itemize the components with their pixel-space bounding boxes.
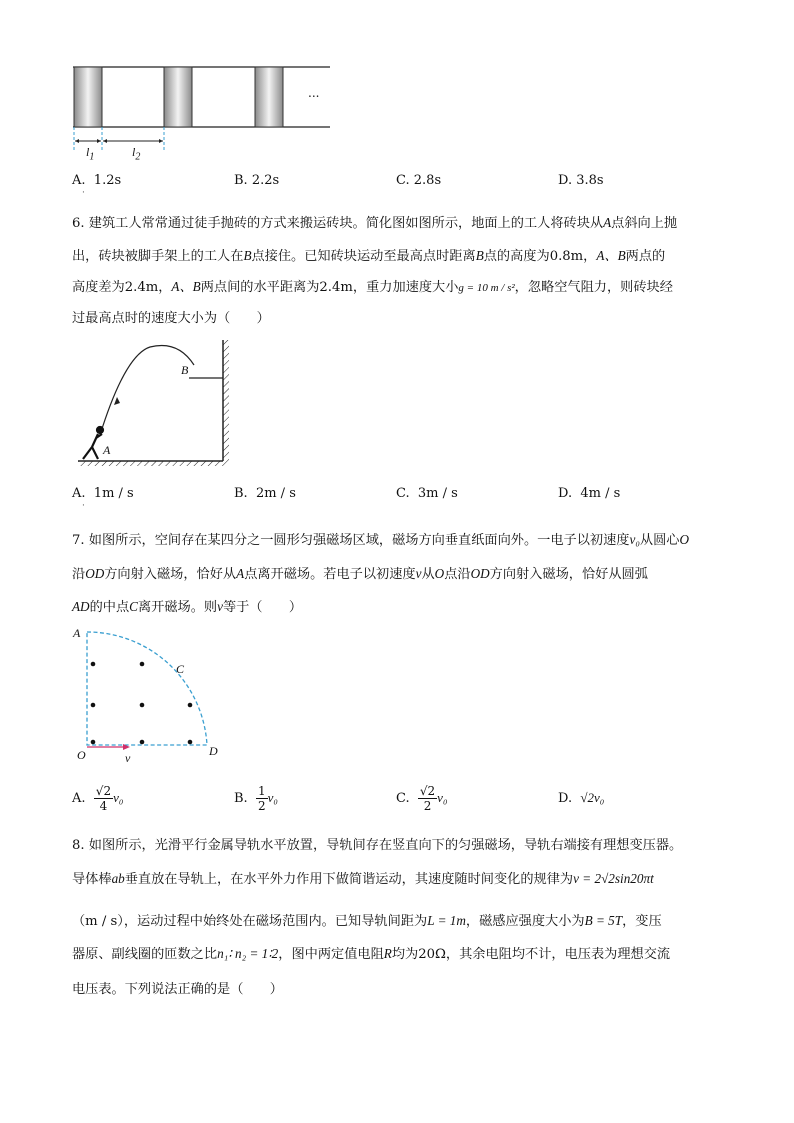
ellipsis-text: ... [308,86,320,100]
q6-line-1: 6. 建筑工人常常通过徒手抛砖的方式来搬运砖块。简化图如图所示，地面上的工人将砖块从A点斜向上抛 [72,215,678,231]
quarter-circle-region [87,632,207,745]
shaded-segment [255,67,283,127]
q6-label-b: B [181,363,189,377]
q6-figure [70,335,240,470]
q6-option-d[interactable]: D. 4m / s [558,486,621,501]
q7-line-3: AD的中点C离开磁场。则v等于（ ） [72,599,303,615]
q6-option-a[interactable]: A. 1m / s [72,486,134,501]
q5-option-d[interactable]: D. 3.8s [558,173,604,188]
q7-line-1: 7. 如图所示，空间存在某四分之一圆形匀强磁场区域，磁场方向垂直纸面向外。一电子以初速度v₀从圆心O [72,532,690,548]
q7-option-a[interactable]: A. $\frac{√2}{4}$ v₀ [72,783,124,813]
l2-label: $l_2$ [132,145,141,163]
marker-dot: · [82,501,85,511]
q7-label-d: D [209,744,218,758]
q7-label-c: C [176,662,185,676]
q6-line-4: 过最高点时的速度大小为（ ） [72,311,270,326]
q7-figure [80,625,220,755]
q5-option-a[interactable]: A. 1.2s [72,173,122,188]
worker-icon [83,427,103,459]
q7-option-c[interactable]: C. $\frac{√2}{2}$ v₀ [396,783,448,813]
l1-label: $l_1$ [86,145,95,163]
q5-option-c[interactable]: C. 2.8s [396,173,442,188]
q7-label-o: O [77,748,86,762]
q8-line-5: 电压表。下列说法正确的是（ ） [72,982,283,997]
q6-label-a: A [103,443,111,457]
q7-option-b[interactable]: B. $\frac{1}{2}$ v₀ [234,783,278,813]
shaded-segment [164,67,192,127]
q7-line-2: 沿OD方向射入磁场，恰好从A点离开磁场。若电子以初速度v从O点沿OD方向射入磁场，恰好从圆弧 [72,566,648,582]
q6-option-c[interactable]: C. 3m / s [396,486,458,501]
trajectory-curve [100,345,194,435]
q8-line-1: 8. 如图所示，光滑平行金属导轨水平放置，导轨间存在竖直向下的匀强磁场，导轨右端接有理想变压器。 [72,838,683,853]
q8-line-3: （m / s），运动过程中始终处在磁场范围内。已知导轨间距为L = 1m，磁感应强度大小为B = 5T，变压 [72,913,662,929]
q6-line-2: 出，砖块被脚手架上的工人在B点接住。已知砖块运动至最高点时距离B点的高度为0.8m，A、B两点的 [72,248,666,264]
shaded-segment [74,67,102,127]
q8-line-2: 导体棒ab垂直放在导轨上，在水平外力作用下做简谐运动，其速度随时间变化的规律为v = 2√2sin20πt [72,871,654,887]
q6-option-b[interactable]: B. 2m / s [234,486,296,501]
q8-line-4: 器原、副线圈的匝数之比n₁∶ n₂ = 1∶2，图中两定值电阻R均为20Ω，其余电阻均不计，电压表为理想交流 [72,946,671,962]
q7-label-v: v [125,751,131,765]
marker-dot: · [82,188,85,198]
q7-label-a: A [73,626,81,640]
q5-figure [65,60,340,170]
q5-option-b[interactable]: B. 2.2s [234,173,280,188]
q6-line-3: 高度差为2.4m，A、B两点间的水平距离为2.4m，重力加速度大小g = 10 m / s²，忽略空气阻力，则砖块经 [72,279,673,295]
q7-option-d[interactable]: D. √2v₀ [558,790,605,806]
